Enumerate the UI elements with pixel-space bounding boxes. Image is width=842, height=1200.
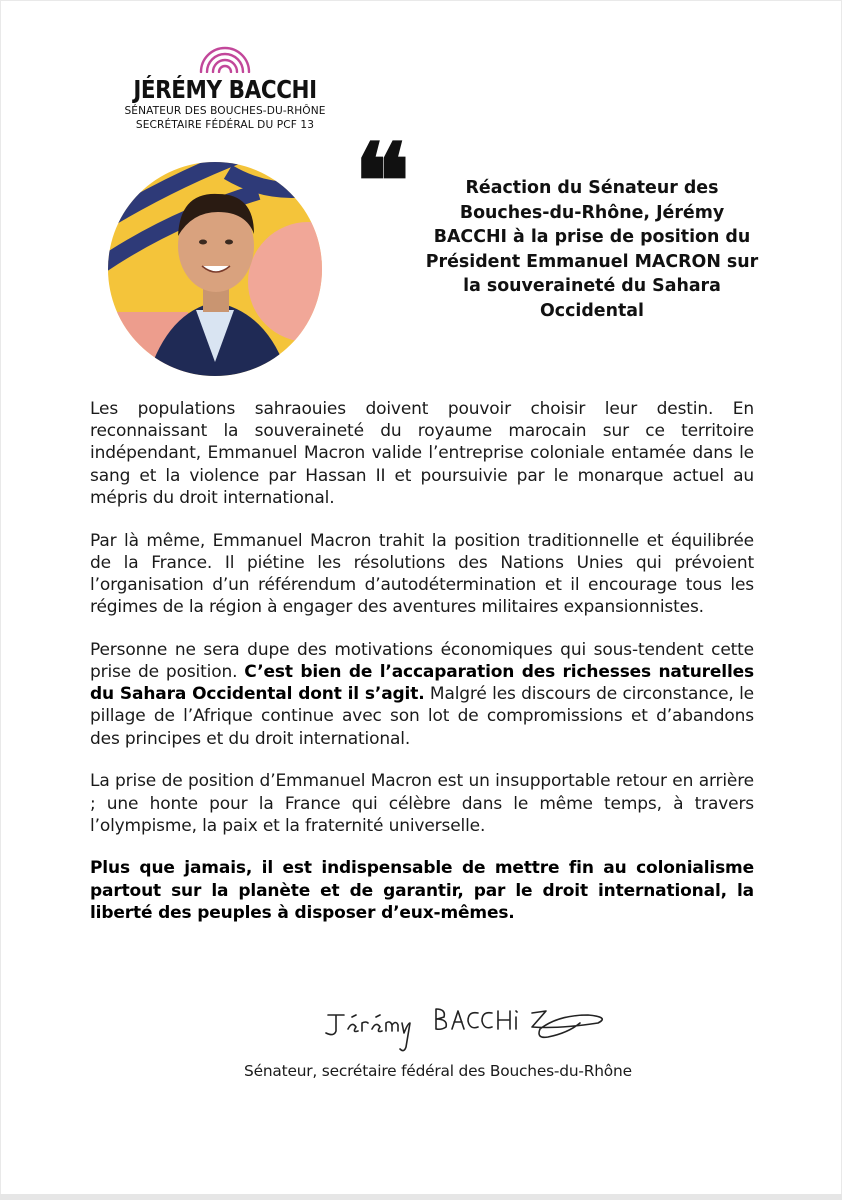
senator-portrait (108, 162, 322, 376)
logo-name: JÉRÉMY BACCHI (133, 75, 317, 104)
portrait-illustration (108, 162, 322, 376)
paragraph-3-bold: C’est bien de l’accaparation des richesses naturelles du Sahara Occidental dont il s’agit. (90, 662, 755, 705)
paragraph-1: Les populations sahraouies doivent pouvoir choisir leur destin. En reconnaissant la souveraineté du royaume marocain sur ce territoire indépendant, Emmanuel Macron valide l’entreprise coloniale entamée dans le sang et la violence par Hassan II et poursuivie par le monarque actuel au mépris du droit international. (90, 399, 754, 508)
rainbow-arcs-icon (195, 45, 255, 73)
paragraph-3-start: Personne ne sera dupe des motivations économiques qui sous-tendent cette prise de position. (90, 639, 754, 683)
statement-body (90, 398, 754, 945)
page-bottom-edge (0, 1194, 842, 1200)
logo-subtitle-1: SÉNATEUR DES BOUCHES-DU-RHÔNE (124, 105, 326, 117)
logo-subtitle-2: SECRÉTAIRE FÉDÉRAL DU PCF 13 (135, 119, 315, 131)
paragraph-4: La prise de position d’Emmanuel Macron est un insupportable retour en arrière ; une honte pour la France qui célèbre dans le même temps, à travers l’olympisme, la paix et la fraternité universelle. (90, 771, 754, 836)
signer-title: Sénateur, secrétaire fédéral des Bouches-du-Rhône (244, 1062, 632, 1080)
paragraph-2: Par là même, Emmanuel Macron trahit la position traditionnelle et équilibrée de la France. Il piétine les résolutions des Nations Unies qui prévoient l’organisation d’un référendum d’autodétermination et il encourage tous les régimes de la région à engager des aventures militaires expansionnistes. (90, 530, 754, 618)
paragraph-5: Plus que jamais, il est indispensable de mettre fin au colonialisme partout sur la planète et de garantir, par le droit international, la liberté des peuples à disposer d’eux-mêmes. (90, 858, 754, 923)
logo (110, 45, 340, 132)
paragraph-3-end: Malgré les discours de circonstance, le pillage de l’Afrique continue avec son lot de compromissions et d’abandons des principes et du droit international. (90, 684, 754, 749)
handwritten-signature (318, 1003, 618, 1063)
quote-mark-icon: ❝ (354, 120, 404, 243)
headline: Réaction du Sénateur des Bouches-du-Rhône, Jérémy BACCHI à la prise de position du Président Emmanuel MACRON sur la souveraineté du Sahara Occidental (425, 178, 759, 321)
paragraph-3 (90, 639, 754, 750)
